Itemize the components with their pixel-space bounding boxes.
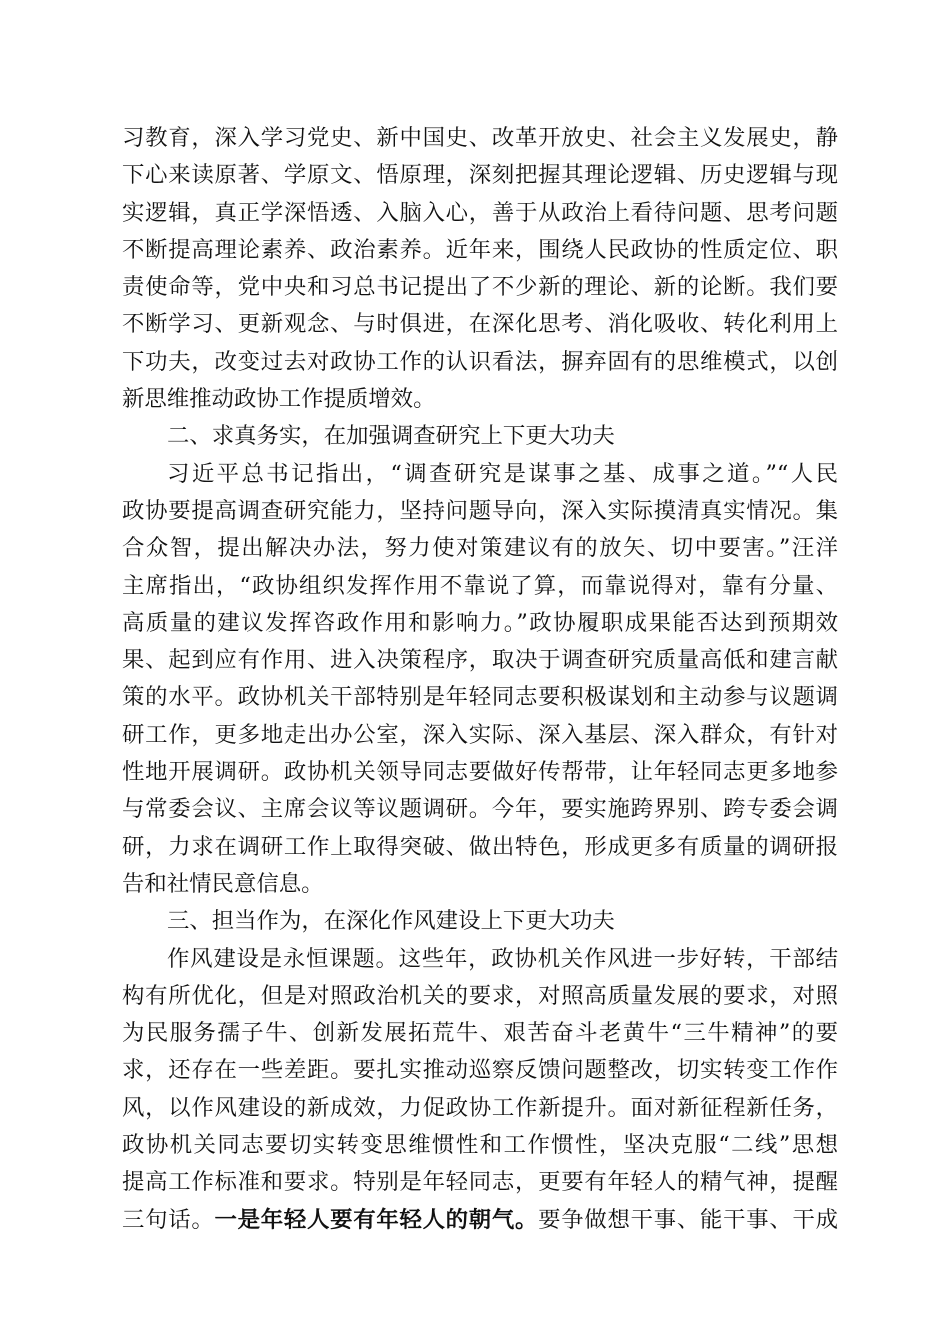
text-line: 不断提高理论素养、政治素养。近年来，围绕人民政协的性质定位、职: [122, 236, 838, 263]
text-line: 告和社情民意信息。: [122, 870, 324, 897]
text-line: 研工作，更多地走出办公室，深入实际、深入基层、深入群众，有针对: [122, 721, 838, 748]
bold-emphasis: 一是年轻人要有年轻人的朝气。: [214, 1206, 539, 1233]
text-line: 政协机关同志要切实转变思维惯性和工作惯性，坚决克服“二线”思想: [122, 1132, 838, 1159]
text-run: 三句话。: [122, 1206, 215, 1233]
text-line: 不断学习、更新观念、与时俱进，在深化思考、消化吸收、转化利用上: [122, 311, 838, 338]
text-line: [122, 1202, 838, 1239]
text-line: 性地开展调研。政协机关领导同志要做好传帮带，让年轻同志更多地参: [122, 759, 838, 786]
text-run: 要争做想干事、能干事、干成: [538, 1206, 838, 1233]
text-line: 风，以作风建设的新成效，力促政协工作新提升。面对新征程新任务，: [122, 1094, 838, 1121]
text-line: 研，力求在调研工作上取得突破、做出特色，形成更多有质量的调研报: [122, 833, 838, 860]
text-line: 果、起到应有作用、进入决策程序，取决于调查研究质量高低和建言献: [122, 647, 838, 674]
text-line: 提高工作标准和要求。特别是年轻同志，更要有年轻人的精气神，提醒: [122, 1169, 838, 1196]
text-line: 政协要提高调查研究能力，坚持问题导向，深入实际摸清真实情况。集: [122, 497, 838, 524]
document-page: [122, 120, 838, 1239]
text-line: 习教育，深入学习党史、新中国史、改革开放史、社会主义发展史，静: [122, 125, 838, 151]
text-line: 求，还存在一些差距。要扎实推动巡察反馈问题整改，切实转变工作作: [122, 1057, 838, 1084]
text-line: 习近平总书记指出，“调查研究是谋事之基、成事之道。”“人民: [167, 460, 838, 487]
text-line: 构有所优化，但是对照政治机关的要求，对照高质量发展的要求，对照: [122, 982, 838, 1009]
text-line: 主席指出，“政协组织发挥作用不靠说了算，而靠说得对，靠有分量、: [122, 572, 838, 599]
section-heading-2: 二、求真务实，在加强调查研究上下更大功夫: [167, 423, 615, 450]
text-line: 下功夫，改变过去对政协工作的认识看法，摒弃固有的思维模式，以创: [122, 348, 838, 375]
text-line: 高质量的建议发挥咨政作用和影响力。”政协履职成果能否达到预期效: [122, 609, 838, 636]
text-line: 为民服务孺子牛、创新发展拓荒牛、艰苦奋斗老黄牛“三牛精神”的要: [122, 1020, 838, 1047]
text-line: 实逻辑，真正学深悟透、入脑入心，善于从政治上看待问题、思考问题: [122, 199, 838, 226]
text-line: 合众智，提出解决办法，努力使对策建议有的放矢、切中要害。”汪洋: [122, 535, 838, 562]
section-heading-3: 三、担当作为，在深化作风建设上下更大功夫: [167, 908, 615, 935]
text-line: 策的水平。政协机关干部特别是年轻同志要积极谋划和主动参与议题调: [122, 684, 838, 711]
text-line: 新思维推动政协工作提质增效。: [122, 386, 436, 413]
text-line: 与常委会议、主席会议等议题调研。今年，要实施跨界别、跨专委会调: [122, 796, 838, 823]
text-line: 责使命等，党中央和习总书记提出了不少新的理论、新的论断。我们要: [122, 274, 838, 301]
text-line: 作风建设是永恒课题。这些年，政协机关作风进一步好转，干部结: [167, 945, 838, 972]
text-line: 下心来读原著、学原文、悟原理，深刻把握其理论逻辑、历史逻辑与现: [122, 162, 838, 189]
